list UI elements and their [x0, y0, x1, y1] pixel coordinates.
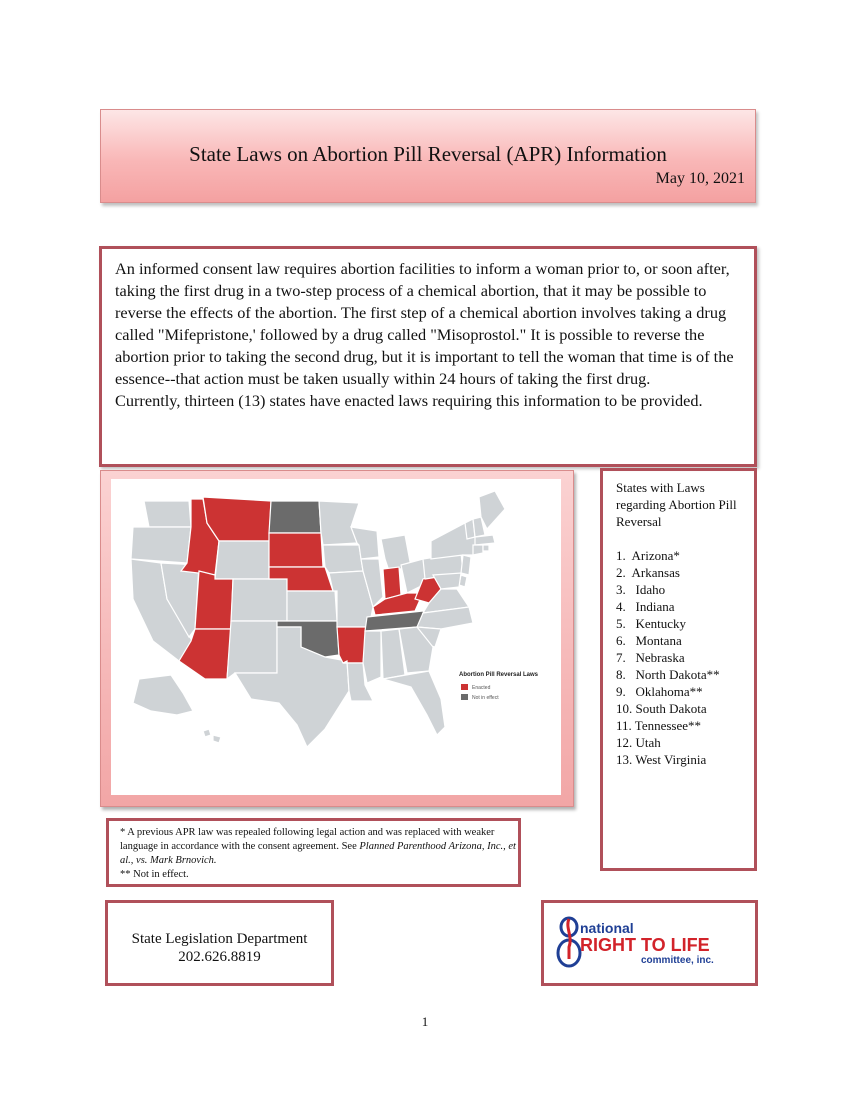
page-number: 1 — [421, 1014, 429, 1029]
footnote-1 — [120, 826, 518, 868]
states-list-item: 6. Montana — [616, 633, 682, 648]
states-list-item: 4. Indiana — [616, 599, 675, 614]
states-list-item: 1. Arizona* — [616, 548, 680, 563]
map-frame — [100, 470, 574, 807]
state-fl — [383, 671, 445, 735]
state-sd — [269, 533, 323, 567]
state-ia — [323, 545, 363, 573]
us-map-image — [111, 479, 561, 795]
state-mn — [319, 501, 359, 545]
legend-label-enacted: Enacted — [472, 685, 491, 691]
state-ma — [475, 535, 495, 545]
department-phone: 202.626.8819 — [178, 949, 261, 965]
states-list-item: 8. North Dakota** — [616, 667, 720, 682]
state-nj — [461, 555, 471, 575]
title-banner — [100, 109, 756, 203]
state-hi — [203, 729, 211, 737]
state-ks — [287, 591, 337, 621]
map-legend-title: Abortion Pill Reversal Laws — [459, 672, 539, 678]
states-list-item: 5. Kentucky — [616, 616, 687, 631]
logo-national: national — [580, 920, 634, 936]
document-date: May 10, 2021 — [655, 170, 745, 187]
page-title: State Laws on Abortion Pill Reversal (APR) Information — [189, 142, 667, 166]
logo-committee: committee, inc. — [641, 955, 714, 966]
footnote-box — [106, 818, 521, 887]
states-list-item: 3. Idaho — [616, 582, 666, 597]
state-nd — [269, 501, 321, 533]
state-ms — [363, 631, 381, 683]
state-ut — [195, 571, 233, 629]
states-list-heading: States with Laws regarding Abortion Pill Reversal — [616, 480, 737, 529]
states-list-item: 10. South Dakota — [616, 701, 707, 716]
footnote-2: ** Not in effect. — [120, 869, 189, 880]
contact-box — [105, 900, 334, 986]
states-list — [616, 547, 754, 768]
state-ct — [473, 545, 483, 555]
footnote-case-name: Planned Parenthood Arizona, Inc., et al., vs. Mark Brnovich. — [120, 841, 516, 866]
state-ri — [483, 545, 489, 551]
states-list-item: 9. Oklahoma** — [616, 684, 703, 699]
us-map — [111, 479, 561, 795]
state-in — [383, 567, 401, 599]
legend-swatch-enacted — [461, 684, 468, 690]
state-nm — [227, 621, 277, 679]
logo-right-to-life: RIGHT TO LIFE — [580, 935, 710, 955]
states-list-item: 12. Utah — [616, 735, 661, 750]
footnote-1-text: * A previous APR law was repealed following legal action and was replaced with weaker language in accordance with the consent agreement. See — [120, 827, 495, 852]
state-wa — [144, 501, 191, 527]
states-list-item: 13. West Virginia — [616, 752, 707, 767]
states-list-item: 11. Tennessee** — [616, 718, 702, 733]
nrlc-logo — [544, 903, 755, 983]
states-list-item: 2. Arkansas — [616, 565, 680, 580]
department-name: State Legislation Department — [131, 931, 308, 947]
states-list-box — [600, 468, 757, 871]
nrlc-logo-box — [541, 900, 758, 986]
legend-swatch-not-in-effect — [461, 694, 468, 700]
state-ar — [337, 627, 367, 663]
state-hi-2 — [213, 735, 221, 743]
legend-label-not-in-effect: Not in effect — [472, 695, 499, 701]
states-list-item: 7. Nebraska — [616, 650, 685, 665]
state-or — [131, 527, 191, 563]
state-wy — [215, 541, 269, 579]
state-co — [231, 579, 287, 621]
intro-summary: Currently, thirteen (13) states have enacted laws requiring this information to be provided. — [115, 391, 703, 410]
state-ak — [133, 675, 193, 715]
intro-paragraph: An informed consent law requires abortion facilities to inform a woman prior to, or soon after, taking the first drug in a two-step process of a chemical abortion, that it may be possible to reverse the effects of the abortion. The first step of a chemical abortion involves taking a drug called "Mifepristone,' followed by a drug called "Misoprostol." It is possible to reverse the abortion prior to taking the second drug, but it is important to tell the woman that time is of the essence--that action must be taken usually within 24 hours of taking the first drug. — [115, 259, 734, 388]
intro-text-box — [99, 246, 757, 467]
